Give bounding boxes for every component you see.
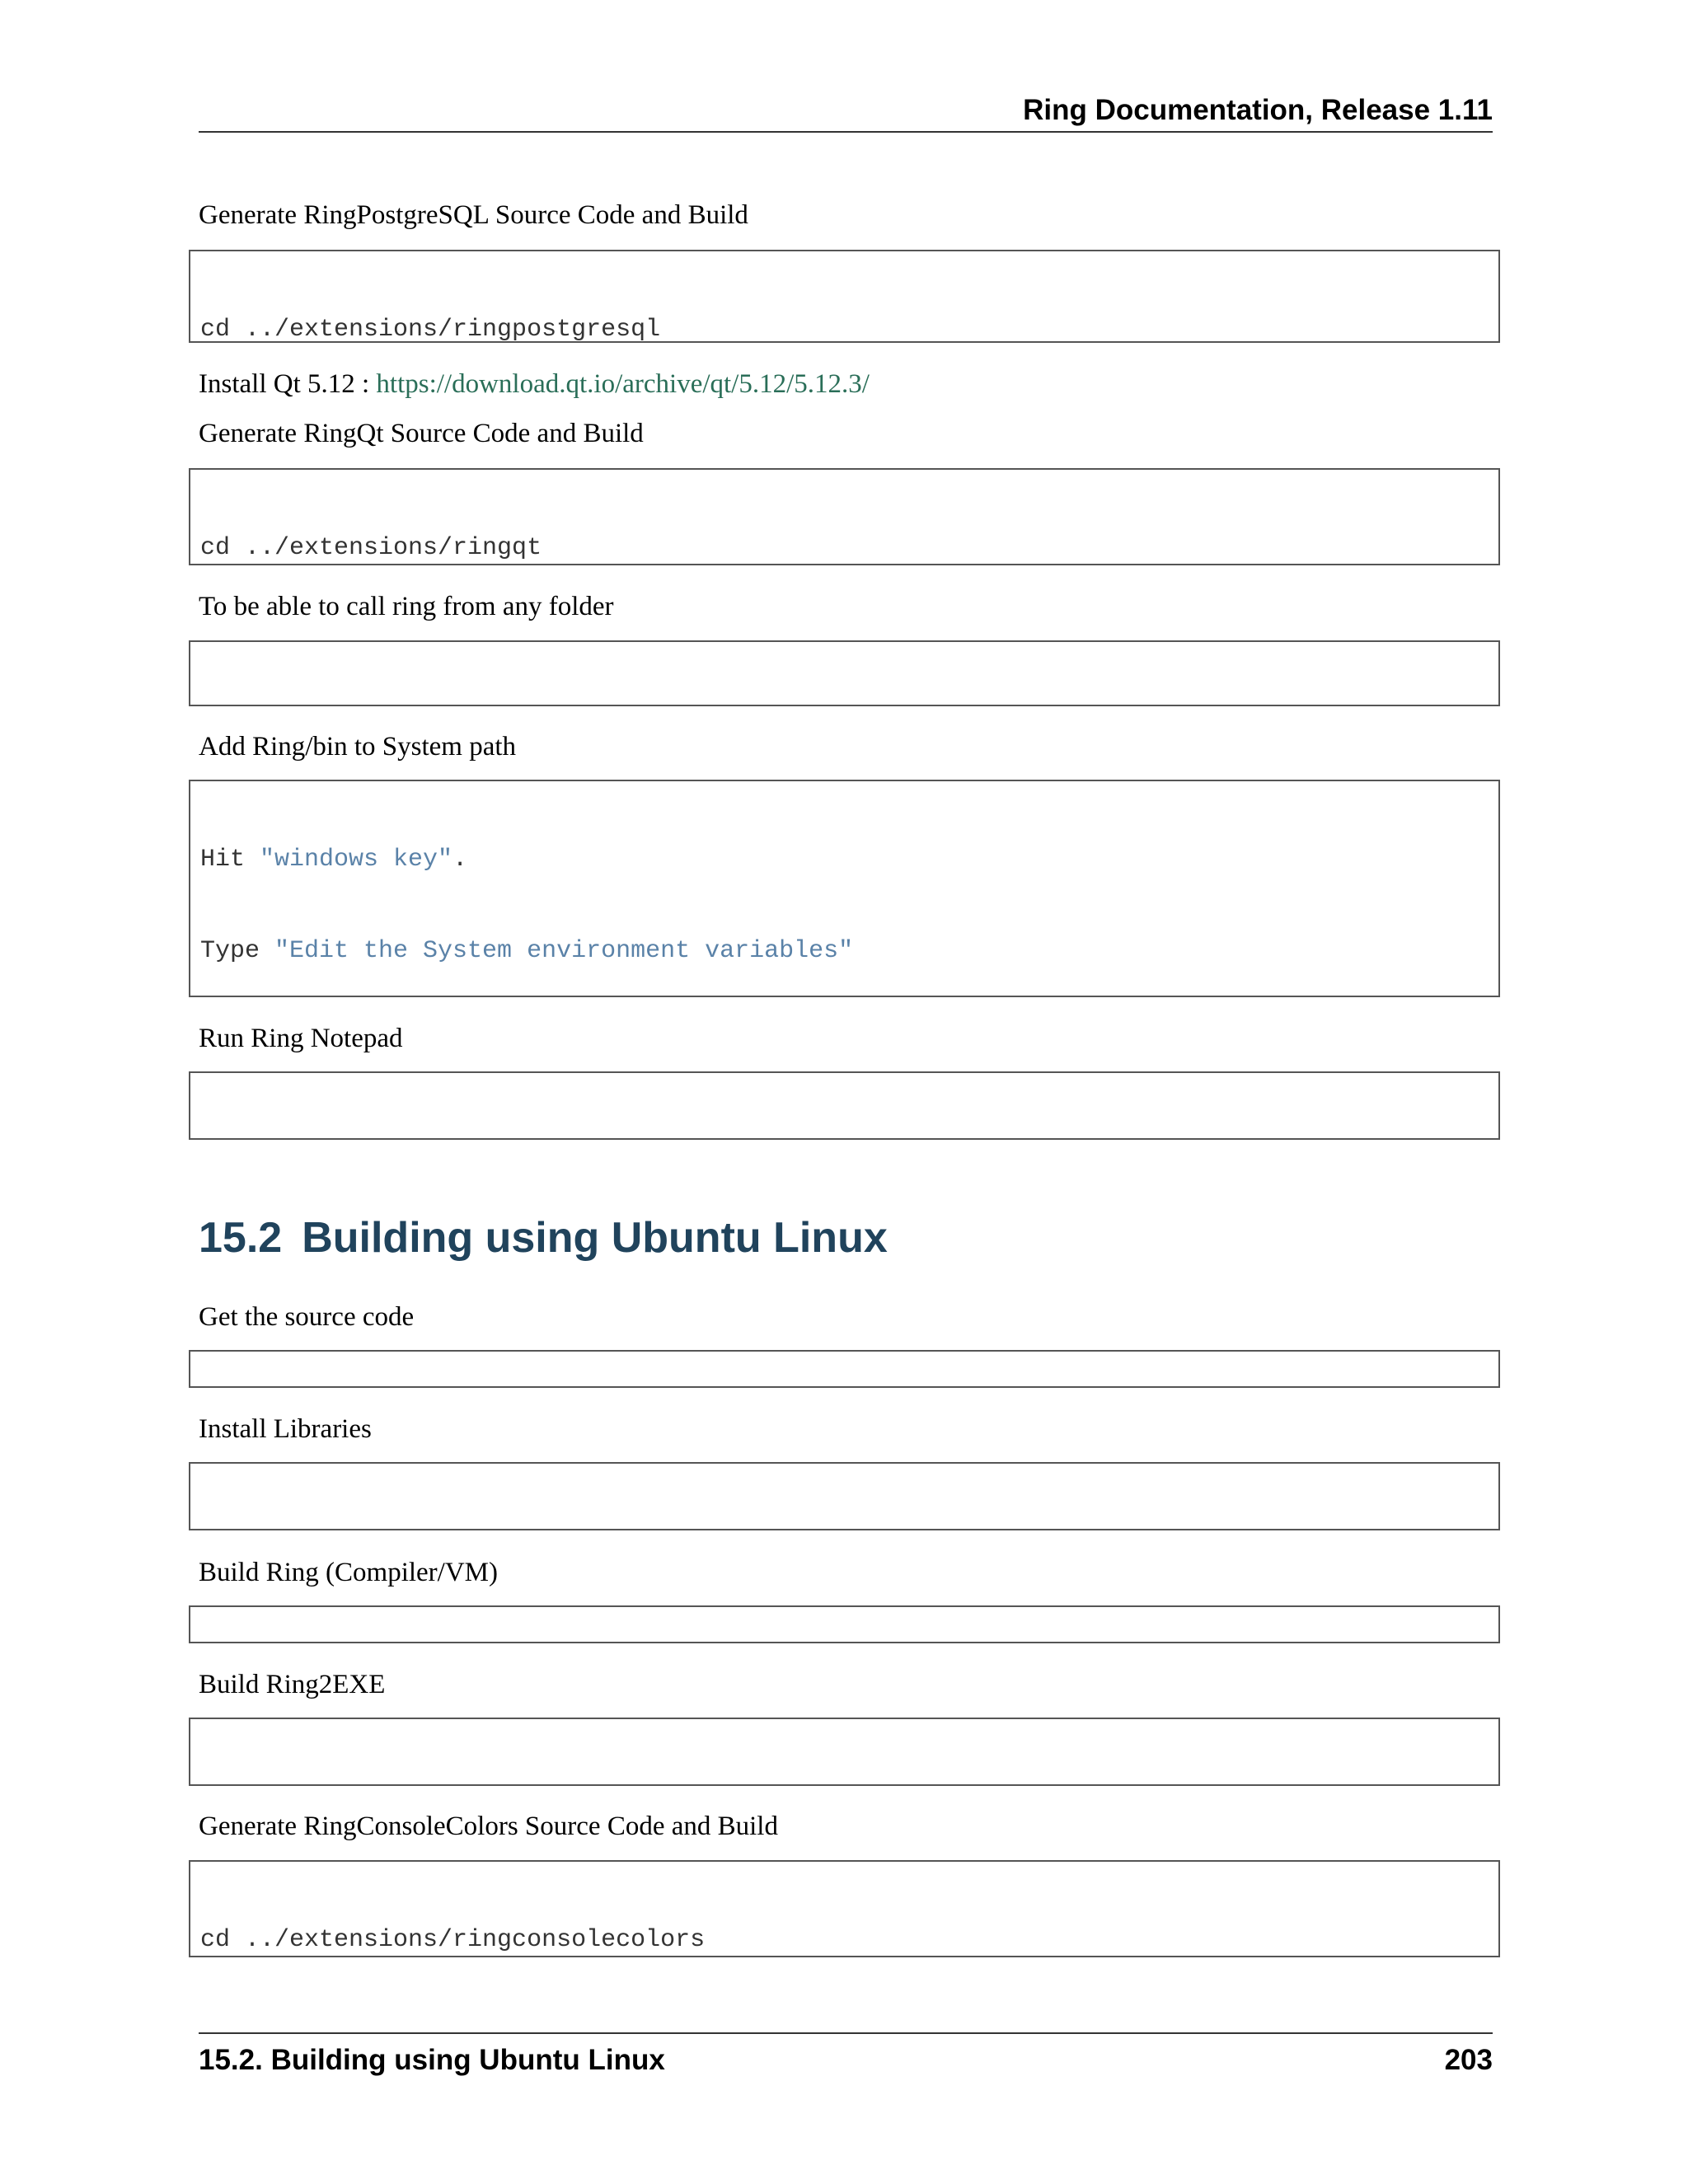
code-line — [200, 1783, 1489, 1786]
section-number: 15.2 — [199, 1214, 283, 1262]
code-block-ringqt — [189, 468, 1500, 565]
paragraph-get-source: Get the source code — [199, 1302, 415, 1332]
header-title: Ring Documentation, Release 1.11 — [1023, 94, 1493, 126]
code-line: Hit "windows key". — [200, 846, 468, 874]
code-block-install — [189, 640, 1500, 706]
paragraph-ringqt: Generate RingQt Source Code and Build — [199, 419, 644, 448]
code-line: cd ../extensions/ringconsolecolors — [200, 1926, 706, 1954]
page-number: 203 — [1444, 2044, 1493, 2076]
paragraph-install-qt — [199, 368, 870, 401]
code-line: Type "Edit the System environment variables" — [200, 937, 854, 965]
code-line: cd ../extensions/ringqt — [200, 534, 542, 562]
section-title-text: Building using Ubuntu Linux — [302, 1214, 888, 1262]
page-header — [199, 91, 1493, 133]
paragraph-build-ring: Build Ring (Compiler/VM) — [199, 1558, 498, 1587]
code-block-git-clone — [189, 1350, 1500, 1388]
code-block-consolecolors — [189, 1860, 1500, 1957]
footer-section-title: 15.2. Building using Ubuntu Linux — [199, 2044, 665, 2076]
paragraph-system-path: Add Ring/bin to System path — [199, 732, 517, 762]
code-line: cd ../extensions/ringpostgresql — [200, 316, 661, 343]
paragraph-build-ring2exe: Build Ring2EXE — [199, 1670, 386, 1699]
page-footer — [199, 2032, 1493, 2075]
paragraph-call-ring: To be able to call ring from any folder — [199, 592, 614, 621]
code-block-rnote — [189, 1071, 1500, 1140]
code-line — [200, 1137, 1489, 1140]
paragraph-ringpostgresql: Generate RingPostgreSQL Source Code and Build — [199, 200, 748, 230]
install-qt-label: Install Qt 5.12 : — [199, 369, 377, 399]
code-block-ring2exe — [189, 1718, 1500, 1786]
code-block-installdep — [189, 1462, 1500, 1530]
code-block-system-path — [189, 780, 1500, 997]
code-line — [200, 705, 1489, 706]
code-block-buildgcc — [189, 1605, 1500, 1643]
code-line — [200, 1527, 1489, 1530]
code-block-ringpostgresql — [189, 250, 1500, 343]
section-heading — [199, 1213, 888, 1263]
paragraph-install-libraries: Install Libraries — [199, 1414, 372, 1444]
paragraph-consolecolors: Generate RingConsoleColors Source Code and Build — [199, 1811, 778, 1841]
qt-download-link[interactable]: https://download.qt.io/archive/qt/5.12/5.12.3/ — [376, 369, 870, 399]
paragraph-rnote: Run Ring Notepad — [199, 1024, 403, 1053]
